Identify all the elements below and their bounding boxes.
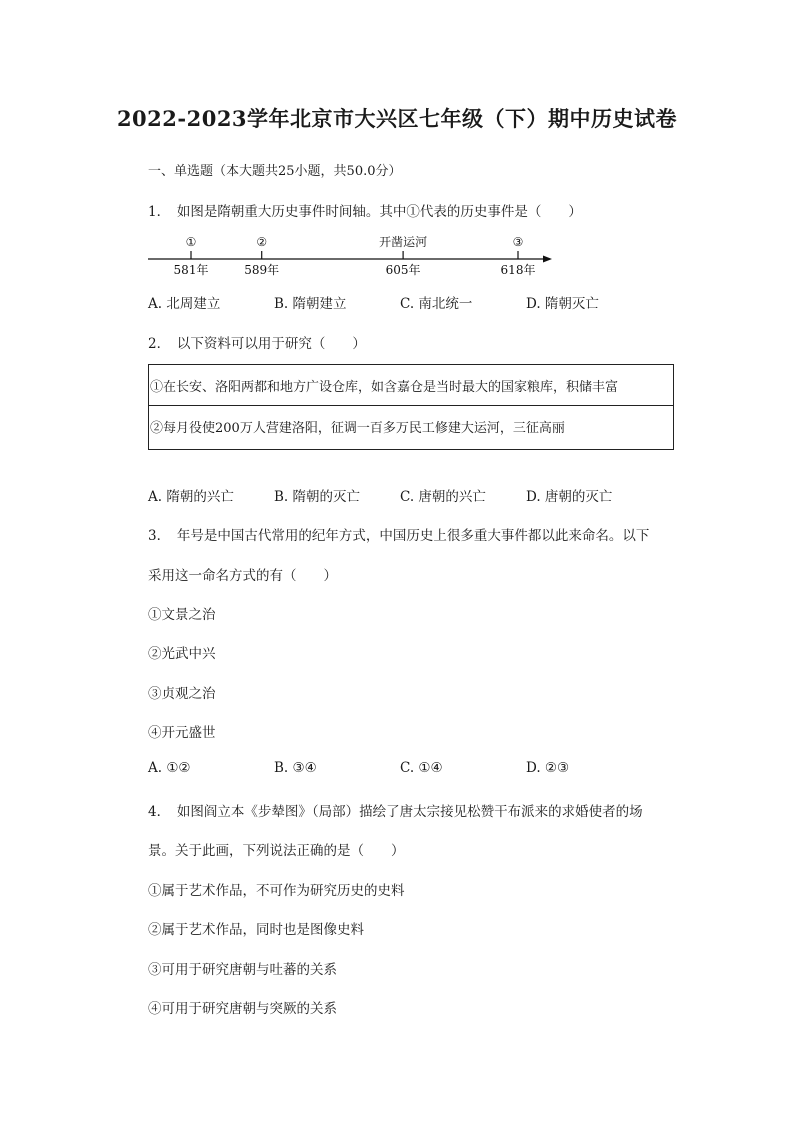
timeline-arrow-icon <box>543 256 552 263</box>
timeline-year-label: 589年 <box>244 263 280 277</box>
q4-item-1: ①属于艺术作品，不可作为研究历史的史料 <box>148 883 405 899</box>
q4-item-3: ③可用于研究唐朝与吐蕃的关系 <box>148 962 337 978</box>
q3-item-3: ③贞观之治 <box>148 686 216 702</box>
q1-option-a[interactable]: A. 北周建立 <box>148 296 221 312</box>
q1-stem: 1． 如图是隋朝重大历史事件时间轴。其中①代表的历史事件是（ ） <box>148 204 582 220</box>
timeline-year-label: 581年 <box>173 263 209 277</box>
q3-option-a[interactable]: A. ①② <box>148 760 191 776</box>
timeline-year-label: 605年 <box>385 263 421 277</box>
q2-stem: 2． 以下资料可以用于研究（ ） <box>148 336 366 352</box>
timeline-event-label: 开凿运河 <box>379 235 428 249</box>
q4-item-4: ④可用于研究唐朝与突厥的关系 <box>148 1001 337 1017</box>
q1-option-c[interactable]: C. 南北统一 <box>400 296 473 312</box>
timeline-year-label: 618年 <box>500 263 536 277</box>
timeline-event-label: ① <box>185 235 197 249</box>
exam-title: 2022-2023学年北京市大兴区七年级（下）期中历史试卷 <box>116 106 678 131</box>
q2-source-row-2: ②每月役使200万人营建洛阳，征调一百多万民工修建大运河，三征高丽 <box>150 421 565 436</box>
q4-stem-line-1: 4． 如图阎立本《步辇图》（局部）描绘了唐太宗接见松赞干布派来的求婚使者的场 <box>148 804 643 820</box>
q1-option-b[interactable]: B. 隋朝建立 <box>274 296 347 312</box>
q3-stem-line-1: 3． 年号是中国古代常用的纪年方式，中国历史上很多重大事件都以此来命名。以下 <box>148 528 650 544</box>
q3-option-b[interactable]: B. ③④ <box>274 760 317 776</box>
q4-item-2: ②属于艺术作品，同时也是图像史料 <box>148 922 364 938</box>
q2-source-row-1: ①在长安、洛阳两都和地方广设仓库，如含嘉仓是当时最大的国家粮库，积储丰富 <box>150 380 619 395</box>
q3-option-d[interactable]: D. ②③ <box>526 760 570 776</box>
timeline-svg <box>140 228 560 278</box>
q2-option-a[interactable]: A. 隋朝的兴亡 <box>148 489 234 505</box>
q2-option-b[interactable]: B. 隋朝的灭亡 <box>274 489 361 505</box>
q3-item-2: ②光武中兴 <box>148 646 216 662</box>
timeline-event-label: ② <box>256 235 268 249</box>
section-heading: 一、单选题（本大题共25小题，共50.0分） <box>148 164 402 179</box>
q3-item-4: ④开元盛世 <box>148 725 216 741</box>
q1-option-d[interactable]: D. 隋朝灭亡 <box>526 296 599 312</box>
q4-stem-line-2: 景。关于此画，下列说法正确的是（ ） <box>148 843 405 859</box>
q2-option-c[interactable]: C. 唐朝的兴亡 <box>400 489 486 505</box>
q2-source-table <box>148 364 674 450</box>
q2-option-d[interactable]: D. 唐朝的灭亡 <box>526 489 613 505</box>
timeline-event-label: ③ <box>512 235 524 249</box>
q1-timeline <box>140 228 560 278</box>
q3-item-1: ①文景之治 <box>148 607 216 623</box>
q3-stem-line-2: 采用这一命名方式的有（ ） <box>148 568 337 584</box>
q3-option-c[interactable]: C. ①④ <box>400 760 443 776</box>
q2-table-divider <box>149 405 673 406</box>
